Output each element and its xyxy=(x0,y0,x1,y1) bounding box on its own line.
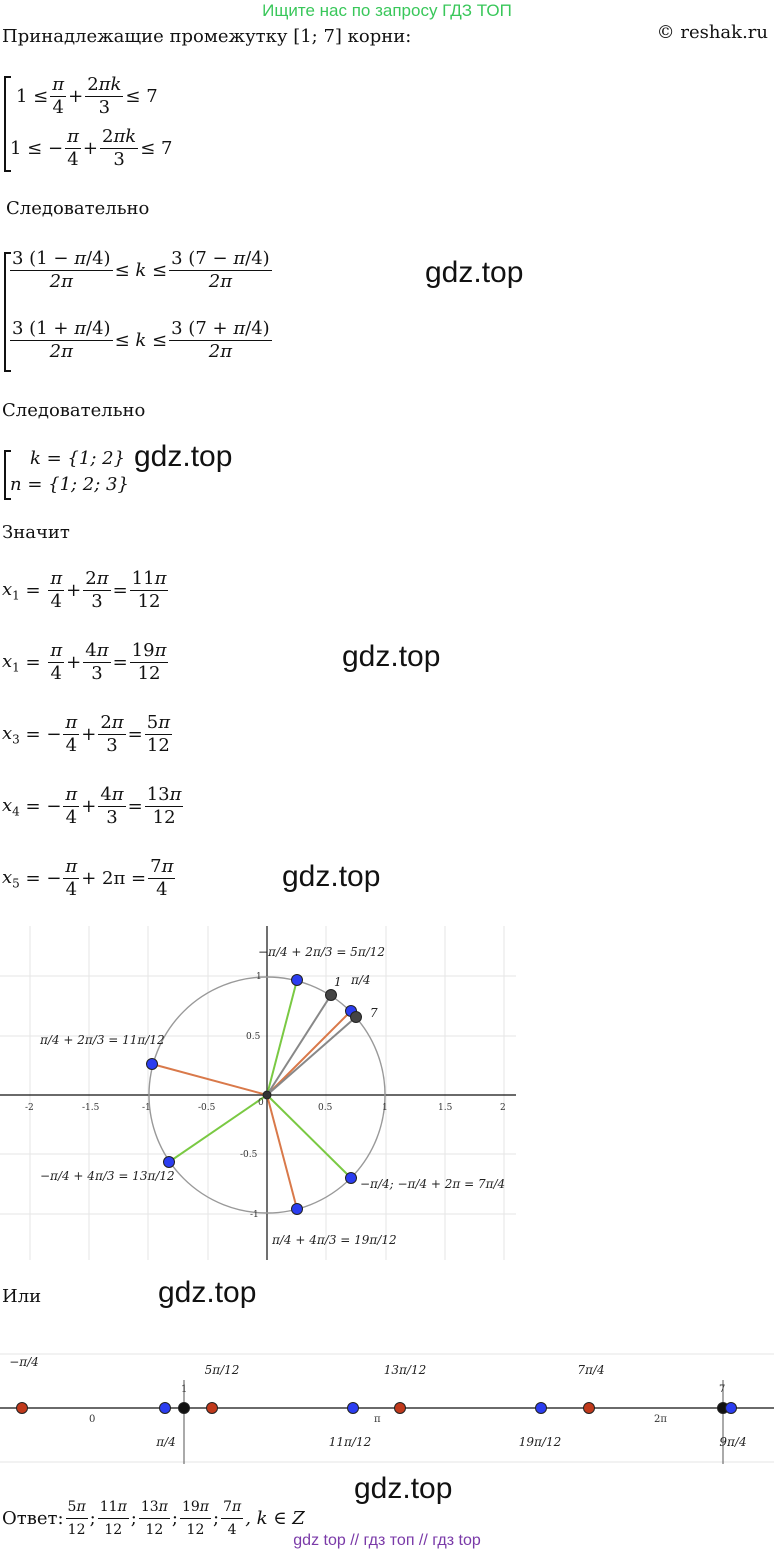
tick-0: 0 xyxy=(89,1414,96,1425)
watermark: gdz.top xyxy=(282,860,381,893)
unit-circle-plot xyxy=(0,926,516,1260)
svg-text:11π/12: 11π/12 xyxy=(328,1435,372,1449)
x-tick: -2 xyxy=(25,1103,34,1113)
x-tick: 1 xyxy=(382,1103,388,1113)
watermark: gdz.top xyxy=(158,1276,257,1309)
inequality-2: 1 ≤ − $\frac{\pi}{4}$ + $\frac{2\pi k}{3}$ ≤ 7 xyxy=(10,126,173,170)
label-5pi12: −π/4 + 2π/3 = 5π/12 xyxy=(258,945,386,959)
y-tick: -0.5 xyxy=(240,1150,258,1160)
svg-text:π/4: π/4 xyxy=(156,1435,176,1449)
solution-x3: $x_3$ = − $\frac{\pi}{4}$ + $\frac{2\pi}{3}$ = $\frac{5\pi}{12}$ xyxy=(2,712,171,756)
solution-x5: $x_5$ = − $\frac{\pi}{4}$ + 2π = $\frac{7\pi}{4}$ xyxy=(2,856,174,900)
tick-1: 1 xyxy=(181,1384,188,1395)
y-tick: -1 xyxy=(250,1210,259,1220)
label-13pi12: −π/4 + 4π/3 = 13π/12 xyxy=(40,1169,175,1183)
x-tick: 1.5 xyxy=(438,1103,453,1113)
label-1: 1 xyxy=(334,975,342,989)
copyright: © reshak.ru xyxy=(656,22,768,43)
sled-word-2: Следовательно xyxy=(2,400,146,421)
k-range-2: $\frac{3 (1 + \pi/4)}{2\pi}$ ≤ k ≤ $\frac{3 (7 + \pi/4)}{2\pi}$ xyxy=(12,318,270,362)
footer-links[interactable]: gdz top // гдз топ // гдз top xyxy=(293,1532,481,1549)
label-pi4: π/4 xyxy=(351,973,371,987)
intro-text: Принадлежащие промежутку [1; 7] корни: xyxy=(2,26,412,47)
solution-x1b: $x_1$ = $\frac{\pi}{4}$ + $\frac{4\pi}{3}$ = $\frac{19\pi}{12}$ xyxy=(2,640,167,684)
watermark: gdz.top xyxy=(354,1472,453,1505)
ili-word: Или xyxy=(2,1286,42,1307)
x-tick: 2 xyxy=(500,1103,506,1113)
y-tick: 0.5 xyxy=(246,1032,261,1042)
tick-7: 7 xyxy=(719,1384,726,1395)
inequality-1: 1 ≤ $\frac{\pi}{4}$ + $\frac{2\pi k}{3}$ ≤ 7 xyxy=(16,74,158,118)
label-19pi12: π/4 + 4π/3 = 19π/12 xyxy=(272,1233,397,1247)
number-line-plot xyxy=(0,1334,774,1474)
znachit-word: Значит xyxy=(2,522,70,543)
svg-text:13π/12: 13π/12 xyxy=(383,1363,427,1377)
answer: Ответ: $\frac{5\pi}{12}$ ; $\frac{11\pi}{12}$ ; $\frac{13\pi}{12}$ ; $\frac{19\pi}{12}$ ; $\frac{7\pi}{4}$ , k ∈ Z xyxy=(2,1496,305,1541)
answer-tail: , k ∈ Z xyxy=(245,1508,305,1529)
watermark: gdz.top xyxy=(425,256,524,289)
label-7: 7 xyxy=(370,1006,378,1020)
svg-text:−π/4: −π/4 xyxy=(9,1355,39,1369)
x-tick: -1 xyxy=(142,1103,151,1113)
y-tick: 1 xyxy=(256,972,262,982)
x-tick: 0.5 xyxy=(318,1103,333,1113)
x-tick: -0.5 xyxy=(198,1103,216,1113)
solution-x1a: $x_1$ = $\frac{\pi}{4}$ + $\frac{2\pi}{3}$ = $\frac{11\pi}{12}$ xyxy=(2,568,167,612)
k-set: k = {1; 2} xyxy=(30,448,126,469)
svg-text:5π/12: 5π/12 xyxy=(204,1363,240,1377)
svg-text:19π/12: 19π/12 xyxy=(518,1435,562,1449)
svg-text:9π/4: 9π/4 xyxy=(719,1435,747,1449)
svg-text:7π/4: 7π/4 xyxy=(577,1363,605,1377)
solution-x4: $x_4$ = − $\frac{\pi}{4}$ + $\frac{4\pi}{3}$ = $\frac{13\pi}{12}$ xyxy=(2,784,182,828)
sled-word-1: Следовательно xyxy=(6,198,150,219)
x-tick: -1.5 xyxy=(82,1103,100,1113)
k-range-1: $\frac{3 (1 - \pi/4)}{2\pi}$ ≤ k ≤ $\frac{3 (7 - \pi/4)}{2\pi}$ xyxy=(12,248,270,292)
n-set: n = {1; 2; 3} xyxy=(10,474,129,495)
watermark: gdz.top xyxy=(134,440,233,473)
watermark: gdz.top xyxy=(342,640,441,673)
tick-2pi: 2π xyxy=(654,1414,667,1425)
label-11pi12: π/4 + 2π/3 = 11π/12 xyxy=(40,1033,165,1047)
search-banner[interactable]: Ищите нас по запросу ГДЗ ТОП xyxy=(262,1,512,20)
tick-pi: π xyxy=(374,1414,381,1425)
answer-label: Ответ: xyxy=(2,1508,64,1529)
label-7pi4: −π/4; −π/4 + 2π = 7π/4 xyxy=(360,1177,506,1191)
x-tick: 0 xyxy=(258,1098,264,1108)
